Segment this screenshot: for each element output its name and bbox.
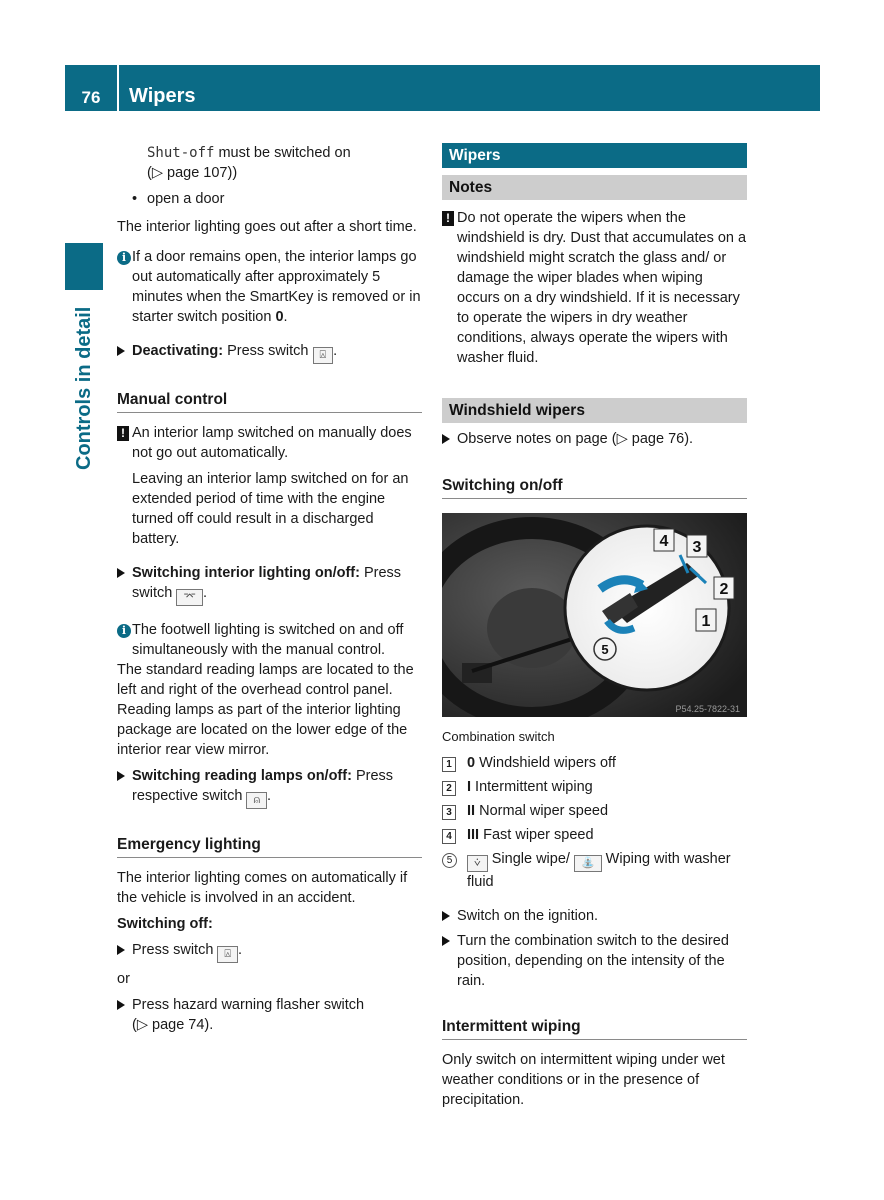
- info-icon: i: [117, 251, 131, 265]
- shutoff-mono: Shut-off: [147, 145, 215, 161]
- right-column: [442, 143, 747, 1110]
- svg-text:5: 5: [601, 642, 609, 657]
- manual-control-heading: Manual control: [117, 390, 422, 413]
- legend-item-1: [442, 753, 747, 773]
- switching-interior-end: .: [203, 585, 208, 601]
- hazard-step: [117, 995, 422, 1035]
- single-wipe-text: Single wipe/: [487, 851, 574, 867]
- list-item-open-door: [117, 189, 422, 209]
- goes-out-text: The interior lighting goes out after a short time.: [117, 219, 417, 235]
- switching-on-off-heading: Switching on/off: [442, 476, 747, 499]
- or-text: or: [117, 971, 130, 987]
- switching-off-label: Switching off:: [117, 916, 213, 932]
- legend-item-2: [442, 777, 747, 797]
- intermittent-text: Only switch on intermittent wiping under wet weather conditions or in the presence of precipitation.: [442, 1052, 725, 1108]
- info2-first: The footwell lighting is switched on and off simultaneously with the manual control.: [132, 622, 404, 658]
- combination-switch-illustration: [442, 513, 747, 717]
- legend-text: Windshield wipers off: [475, 755, 616, 771]
- press-switch-text: Press switch: [132, 942, 218, 958]
- footwell-light-switch-icon: ⌤: [176, 589, 203, 606]
- step-arrow-icon: [442, 911, 450, 921]
- svg-text:3: 3: [692, 539, 702, 556]
- emergency-lighting-heading: Emergency lighting: [117, 835, 422, 858]
- open-door-text: open a door: [147, 191, 225, 207]
- ignition-step: [442, 906, 747, 927]
- legend-bold: III: [467, 827, 480, 843]
- reading-lamps-step: [117, 766, 422, 809]
- left-column: [117, 143, 422, 1035]
- switching-interior-step: [117, 563, 422, 606]
- deactivating-step: [117, 341, 422, 364]
- photo-caption: Combination switch: [442, 729, 555, 744]
- intermittent-wiping-heading: Intermittent wiping: [442, 1017, 747, 1040]
- turn-text: Turn the combination switch to the desired position, depending on the intensity of the rain.: [457, 933, 729, 989]
- ignition-text: Switch on the ignition.: [457, 908, 599, 924]
- legend-list: [442, 753, 747, 892]
- legend-number-box: 3: [442, 805, 456, 820]
- switching-interior-text: Press switch: [132, 565, 402, 601]
- notes-warning: [442, 208, 747, 368]
- section-label: Controls in detail: [73, 306, 95, 470]
- header-divider: [117, 65, 119, 111]
- svg-text:4: 4: [659, 533, 669, 550]
- legend-text: Fast wiper speed: [479, 827, 594, 843]
- wipers-section-bar: Wipers: [442, 143, 747, 168]
- warn1-text: An interior lamp switched on manually does not go out automatically.: [132, 425, 412, 461]
- interior-light-switch-icon: ⍓: [313, 347, 334, 364]
- page-title: Wipers: [129, 85, 196, 107]
- windshield-wipers-bar: Windshield wipers: [442, 398, 747, 423]
- svg-text:1: 1: [701, 613, 711, 630]
- washer-fluid-text: Wiping with washer fluid: [467, 851, 731, 890]
- legend-number-box: 4: [442, 829, 456, 844]
- info2-rest: The standard reading lamps are located to the left and right of the overhead control panel. Reading lamps as part of the interior lighting package are located on the lower edge of the interior rear view mirror.: [117, 662, 414, 758]
- step-arrow-icon: [117, 346, 125, 356]
- legend-bold: I: [467, 779, 472, 795]
- deactivating-end: .: [333, 343, 338, 359]
- step-arrow-icon: [117, 771, 125, 781]
- step-arrow-icon: [117, 945, 125, 955]
- page-number: 76: [81, 88, 101, 107]
- svg-text:2: 2: [719, 581, 729, 598]
- hazard-ref[interactable]: (▷ page 74).: [132, 1017, 214, 1033]
- legend-item-5: [442, 849, 747, 892]
- step-arrow-icon: [442, 434, 450, 444]
- info-icon: i: [117, 624, 131, 638]
- press-switch-step: [117, 940, 422, 963]
- legend-bold: II: [467, 803, 476, 819]
- step-arrow-icon: [117, 1000, 125, 1010]
- info-note-2: [117, 620, 422, 660]
- page-header: [65, 65, 820, 111]
- info-note-1: [117, 247, 422, 327]
- reading-end: .: [267, 788, 272, 804]
- warning-note-1: [117, 423, 422, 549]
- legend-item-4: [442, 825, 747, 845]
- switching-interior-label: Switching interior lighting on/off:: [132, 565, 360, 581]
- legend-bold: 0: [467, 755, 476, 771]
- legend-number-box: 1: [442, 757, 456, 772]
- reading-label: Switching reading lamps on/off:: [132, 768, 352, 784]
- photo-code: P54.25-7822-31: [675, 704, 740, 714]
- legend-number-circle: 5: [442, 853, 457, 868]
- bullet-icon: •: [132, 191, 138, 207]
- reading-lamp-switch-icon: ⍝: [246, 792, 267, 809]
- emergency-text: The interior lighting comes on automatically if the vehicle is involved in an accident.: [117, 870, 408, 906]
- warn1b-text: Leaving an interior lamp switched on for an extended period of time with the engine turned off could result in a discharged battery.: [132, 471, 409, 547]
- warning-icon: !: [442, 211, 454, 226]
- info1-bold: 0: [275, 309, 284, 325]
- shutoff-rest: must be switched on: [214, 145, 351, 161]
- deactivating-label: Deactivating:: [132, 343, 224, 359]
- legend-number-box: 2: [442, 781, 456, 796]
- info1-text: If a door remains open, the interior lamps go out automatically after approximately 5 minutes when the SmartKey is removed or in starter switch position: [132, 249, 421, 325]
- legend-item-3: [442, 801, 747, 821]
- combination-switch-photo: [442, 513, 747, 717]
- shutoff-text: [117, 143, 422, 163]
- observe-step: [442, 429, 747, 450]
- notes-bar: Notes: [442, 175, 747, 200]
- legend-text: Normal wiper speed: [475, 803, 609, 819]
- step-arrow-icon: [442, 936, 450, 946]
- shutoff-ref[interactable]: (▷ page 107)): [147, 165, 238, 181]
- legend-text: Intermittent wiping: [471, 779, 593, 795]
- hazard-text: Press hazard warning flasher switch: [132, 997, 365, 1013]
- deactivating-text: Press switch: [223, 343, 313, 359]
- interior-light-switch-icon: ⍓: [217, 946, 238, 963]
- section-tab: [65, 243, 103, 290]
- observe-text: Observe notes on page (▷ page 76).: [457, 431, 694, 447]
- turn-step: [442, 931, 747, 991]
- notes-warning-text: Do not operate the wipers when the windshield is dry. Dust that accumulates on a windshield might scratch the glass and/ or damage the wiper blades when wiping occurs on a dry windshield. If it is necessary to operate the wipers in dry weather conditions, always operate the wipers with washer fluid.: [457, 210, 747, 366]
- step-arrow-icon: [117, 568, 125, 578]
- press-switch-end: .: [238, 942, 243, 958]
- single-wipe-icon: ⩒: [467, 855, 488, 872]
- info1-end: .: [283, 309, 288, 325]
- warning-icon: !: [117, 426, 129, 441]
- reading-text: Press respective switch: [132, 768, 394, 804]
- washer-fluid-icon: ⛲: [574, 855, 602, 872]
